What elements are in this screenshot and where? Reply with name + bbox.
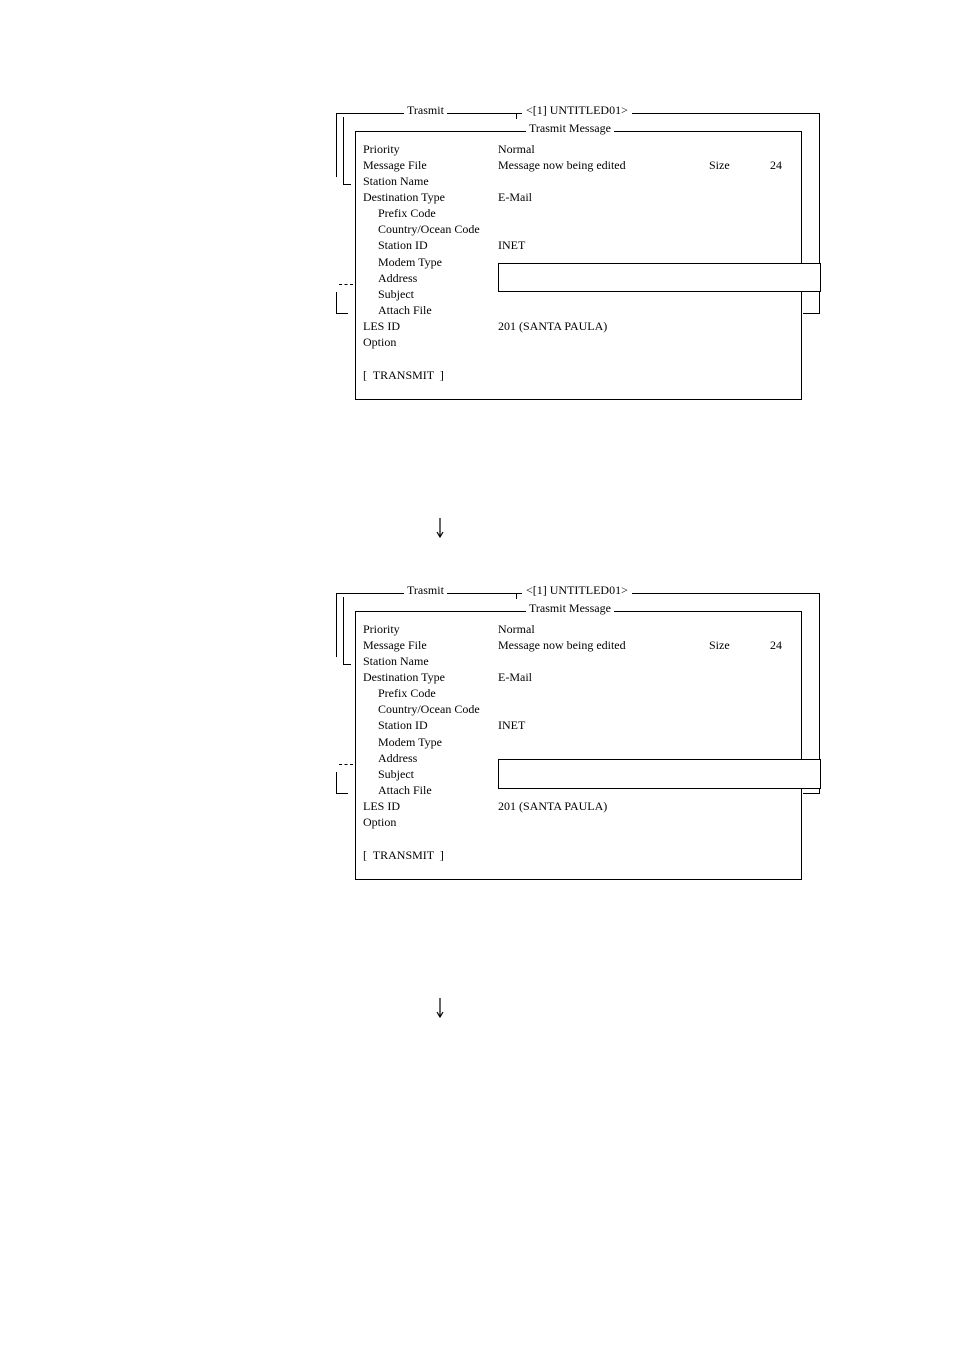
station-name-label[interactable]: Station Name <box>363 654 429 668</box>
station-id-value: INET <box>498 718 526 732</box>
frame-edge <box>343 184 351 185</box>
les-id-value: 201 (SANTA PAULA) <box>498 319 608 333</box>
frame-edge <box>803 793 820 794</box>
station-id-label[interactable]: Station ID <box>378 718 428 732</box>
size-value: 24 <box>770 638 782 652</box>
prefix-code-label[interactable]: Prefix Code <box>378 686 436 700</box>
subject-label[interactable]: Subject <box>378 287 414 301</box>
station-id-value: INET <box>498 238 526 252</box>
les-id-value: 201 (SANTA PAULA) <box>498 799 608 813</box>
priority-value: Normal <box>498 142 535 156</box>
panel-title: Trasmit Message <box>526 121 614 135</box>
les-id-label[interactable]: LES ID <box>363 319 400 333</box>
country-ocean-code-label[interactable]: Country/Ocean Code <box>378 222 480 236</box>
destination-type-label[interactable]: Destination Type <box>363 670 445 684</box>
priority-value: Normal <box>498 622 535 636</box>
destination-type-label[interactable]: Destination Type <box>363 190 445 204</box>
les-id-label[interactable]: LES ID <box>363 799 400 813</box>
message-file-value: Message now being edited <box>498 158 626 172</box>
message-file-label[interactable]: Message File <box>363 638 427 652</box>
option-label[interactable]: Option <box>363 335 397 349</box>
size-label: Size <box>709 638 730 652</box>
transmit-button[interactable]: [ TRANSMIT ] <box>363 368 444 382</box>
frame-edge <box>803 313 820 314</box>
modem-type-label[interactable]: Modem Type <box>378 735 442 749</box>
file-title: <[1] UNTITLED01> <box>522 583 632 597</box>
frame-edge <box>336 772 337 794</box>
address-input[interactable] <box>498 263 821 292</box>
frame-edge <box>336 593 337 657</box>
prefix-code-label[interactable]: Prefix Code <box>378 206 436 220</box>
size-label: Size <box>709 158 730 172</box>
message-file-label[interactable]: Message File <box>363 158 427 172</box>
frame-edge <box>343 597 344 665</box>
priority-label[interactable]: Priority <box>363 142 400 156</box>
attach-file-label[interactable]: Attach File <box>378 783 432 797</box>
transmit-button[interactable]: [ TRANSMIT ] <box>363 848 444 862</box>
size-value: 24 <box>770 158 782 172</box>
station-id-label[interactable]: Station ID <box>378 238 428 252</box>
transmit-screen-address <box>0 100 954 400</box>
subject-label[interactable]: Subject <box>378 767 414 781</box>
window-title: Trasmit <box>404 583 447 597</box>
transmit-screen-subject <box>0 580 954 880</box>
destination-type-value: E-Mail <box>498 190 532 204</box>
frame-edge <box>343 117 344 185</box>
address-label[interactable]: Address <box>378 271 418 285</box>
down-arrow-icon <box>434 997 446 1019</box>
panel-title: Trasmit Message <box>526 601 614 615</box>
priority-label[interactable]: Priority <box>363 622 400 636</box>
frame-edge <box>516 593 517 599</box>
subject-input[interactable] <box>498 759 821 789</box>
file-title: <[1] UNTITLED01> <box>522 103 632 117</box>
frame-edge <box>516 113 517 119</box>
frame-dash <box>339 284 353 285</box>
frame-edge <box>336 793 348 794</box>
frame-edge <box>336 113 337 177</box>
down-arrow-icon <box>434 517 446 539</box>
address-label[interactable]: Address <box>378 751 418 765</box>
option-label[interactable]: Option <box>363 815 397 829</box>
frame-edge <box>343 664 351 665</box>
attach-file-label[interactable]: Attach File <box>378 303 432 317</box>
frame-edge <box>336 313 348 314</box>
destination-type-value: E-Mail <box>498 670 532 684</box>
station-name-label[interactable]: Station Name <box>363 174 429 188</box>
frame-edge <box>819 593 820 759</box>
frame-dash <box>339 764 353 765</box>
frame-edge <box>336 292 337 314</box>
frame-edge <box>819 113 820 263</box>
window-title: Trasmit <box>404 103 447 117</box>
message-file-value: Message now being edited <box>498 638 626 652</box>
country-ocean-code-label[interactable]: Country/Ocean Code <box>378 702 480 716</box>
frame-edge <box>819 292 820 314</box>
modem-type-label[interactable]: Modem Type <box>378 255 442 269</box>
